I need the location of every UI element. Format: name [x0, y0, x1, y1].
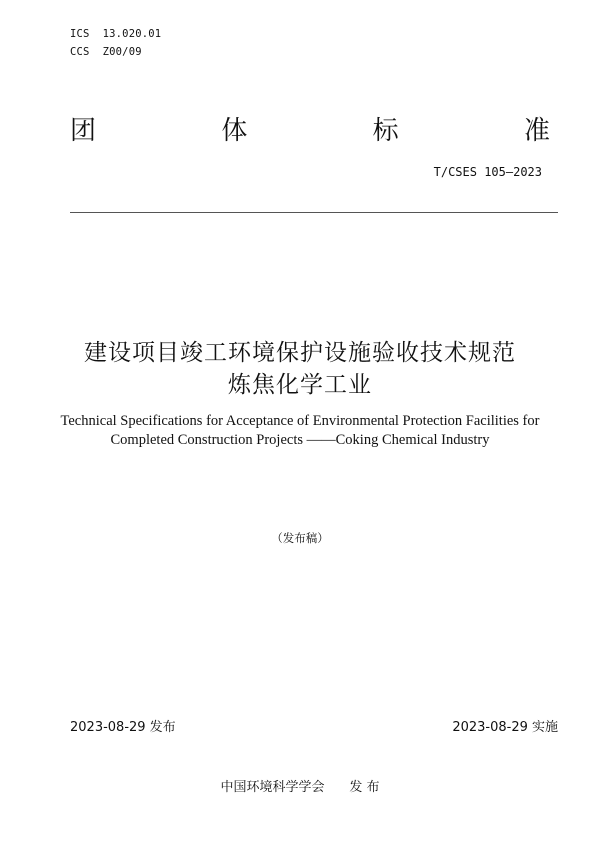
header-divider: [70, 212, 558, 213]
title-english-line-2: Completed Construction Projects ——Coking Chemical Industry: [110, 432, 490, 448]
title-english-line-1: Technical Specifications for Acceptance of Environmental Protection Facilities for: [60, 413, 540, 429]
standard-type-char: 体: [221, 116, 248, 146]
standard-type-heading: [70, 114, 550, 148]
publisher-line: [0, 776, 600, 795]
publish-action: 发 布: [349, 780, 380, 795]
implementation-date: 2023-08-29 实施: [452, 720, 558, 735]
standard-number: T/CSES 105—2023: [433, 165, 542, 179]
draft-status: （发布稿）: [271, 531, 329, 545]
title-chinese-line-1: 建设项目竣工环境保护设施验收技术规范: [84, 340, 516, 366]
issue-date: 2023-08-29 发布: [70, 720, 176, 735]
ics-code: ICS 13.020.01: [70, 28, 162, 40]
standard-type-char: 团: [70, 116, 97, 146]
publisher-name: 中国环境科学学会: [220, 780, 325, 795]
ccs-code: CCS Z00/09: [70, 46, 142, 58]
standard-type-char: 标: [372, 116, 399, 146]
standard-type-char: 准: [523, 116, 550, 146]
title-chinese-line-2: 炼焦化学工业: [228, 372, 372, 398]
